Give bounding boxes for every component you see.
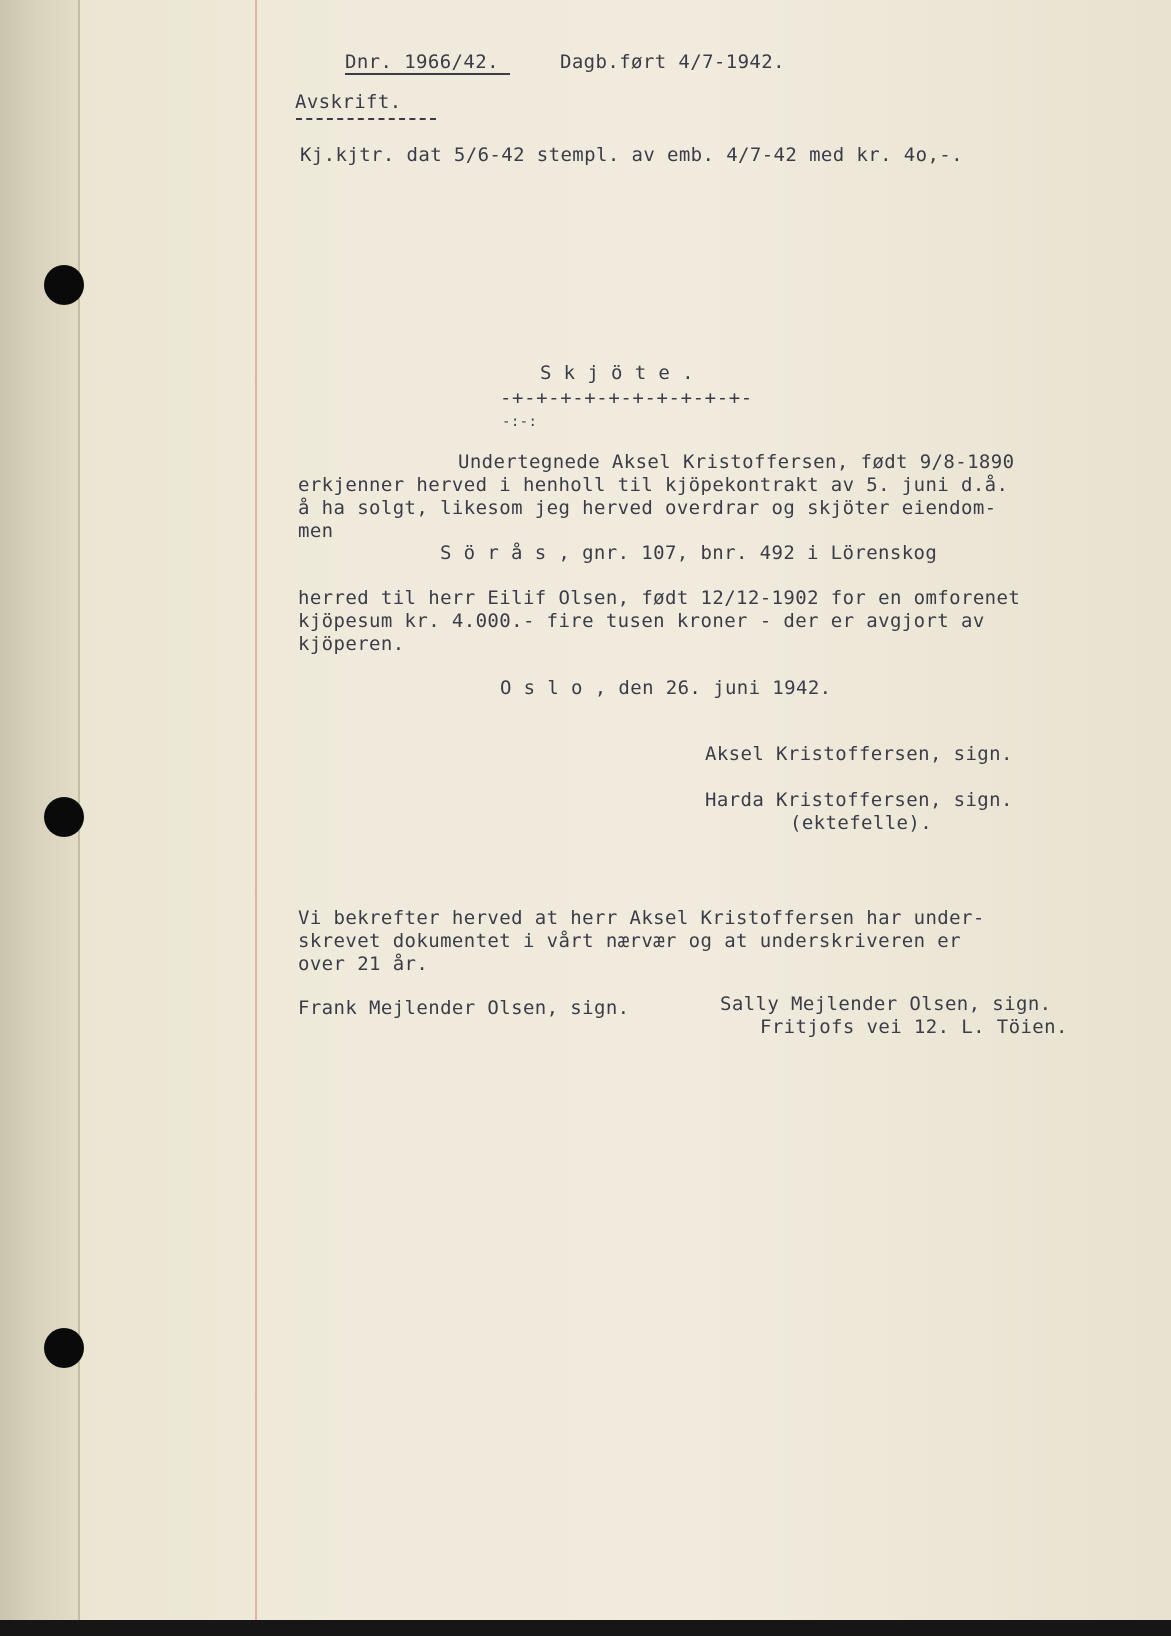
witness-line-1: Vi bekrefter herved at herr Aksel Kristoffersen har under- (298, 907, 985, 929)
dnr-number: Dnr. 1966/42. (345, 51, 499, 73)
title-ornament: -+-+-+-+-+-+-+-+-+-+- (500, 387, 753, 409)
property-line: S ö r å s , gnr. 107, bnr. 492 i Lörenskog (440, 542, 938, 564)
margin-line (255, 0, 257, 1620)
avskrift-rule (296, 118, 436, 120)
dnr-underline (345, 73, 510, 75)
body-line-4: men (298, 520, 334, 542)
body-line-2: erkjenner herved i henholl til kjöpekontrakt av 5. juni d.å. (298, 474, 1009, 496)
title-sub-ornament: -:-: (502, 414, 538, 430)
scan-bottom-edge (0, 1620, 1171, 1636)
witness-2-address: Fritjofs vei 12. L. Töien. (760, 1016, 1068, 1038)
body-line-5: herred til herr Eilif Olsen, født 12/12-1902 for en omforenet (298, 587, 1021, 609)
signature-seller-2-role: (ektefelle). (790, 812, 933, 834)
avskrift-label: Avskrift. (295, 91, 402, 113)
punch-hole-middle (44, 797, 84, 837)
stamp-note: Kj.kjtr. dat 5/6-42 stempl. av emb. 4/7-42 med kr. 4o,-. (300, 144, 963, 166)
signature-seller-1: Aksel Kristoffersen, sign. (705, 743, 1013, 765)
witness-2-signature: Sally Mejlender Olsen, sign. (720, 993, 1052, 1015)
body-line-7: kjöperen. (298, 633, 405, 655)
punch-hole-bottom (44, 1328, 84, 1368)
body-line-1: Undertegnede Aksel Kristoffersen, født 9/8-1890 (458, 451, 1015, 473)
place-date: O s l o , den 26. juni 1942. (500, 677, 832, 699)
signature-seller-2: Harda Kristoffersen, sign. (705, 789, 1013, 811)
body-line-3: å ha solgt, likesom jeg herved overdrar og skjöter eiendom- (298, 497, 997, 519)
punch-hole-top (44, 265, 84, 305)
witness-1-signature: Frank Mejlender Olsen, sign. (298, 997, 630, 1019)
witness-line-3: over 21 år. (298, 953, 429, 975)
witness-line-2: skrevet dokumentet i vårt nærvær og at underskriveren er (298, 930, 961, 952)
body-line-6: kjöpesum kr. 4.000.- fire tusen kroner - der er avgjort av (298, 610, 985, 632)
dagbok-date: Dagb.ført 4/7-1942. (560, 51, 785, 73)
document-title: S k j ö t e . (540, 362, 694, 384)
